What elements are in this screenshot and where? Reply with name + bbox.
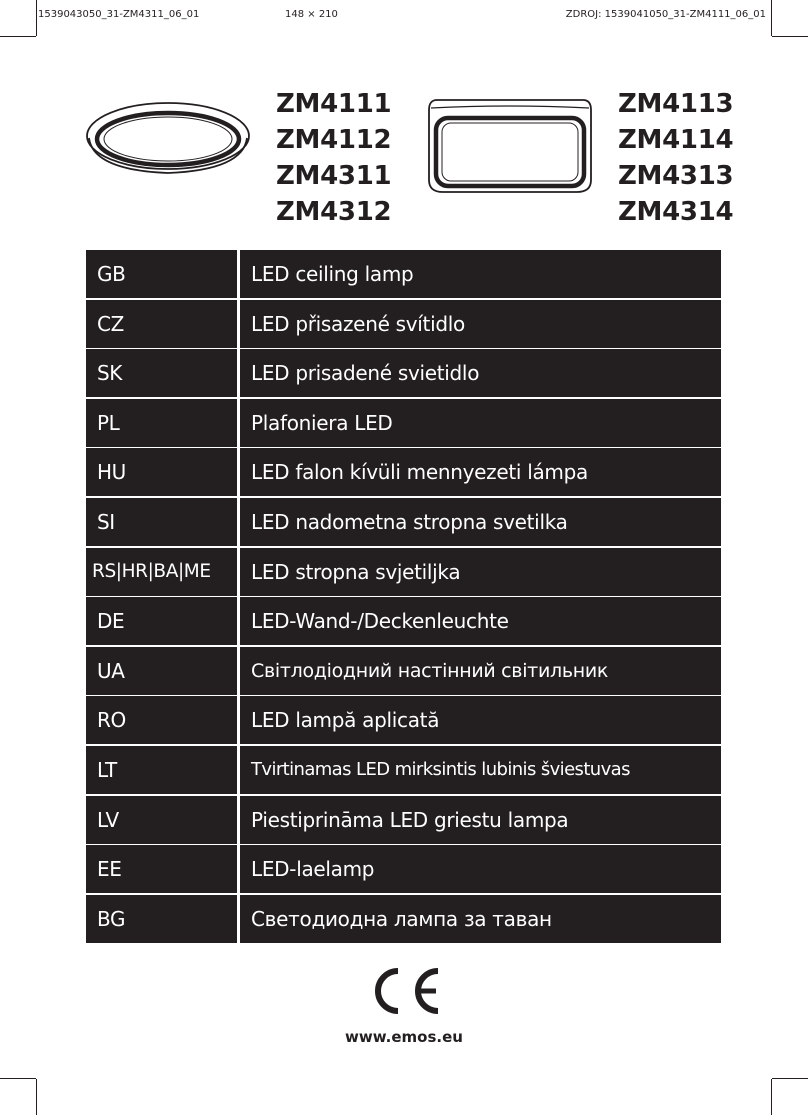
product-name: Tvirtinamas LED mirksintis lubinis šviestuvas xyxy=(240,746,721,794)
square-lamp-illustration xyxy=(425,96,595,196)
model-number: ZM4114 xyxy=(618,125,734,155)
language-code: RS|HR|BA|ME xyxy=(86,548,237,596)
website-url: www.emos.eu xyxy=(345,1028,463,1046)
language-code: UA xyxy=(86,647,237,695)
language-code: LT xyxy=(86,746,237,794)
product-name: LED lampă aplicată xyxy=(240,696,721,744)
language-row xyxy=(86,498,721,546)
language-code: HU xyxy=(86,448,237,496)
language-row xyxy=(86,349,721,397)
crop-mark-bottom-left-h xyxy=(0,1078,36,1079)
language-row xyxy=(86,548,721,596)
crop-mark-top-left-v xyxy=(36,0,37,36)
language-row xyxy=(86,796,721,844)
product-name: LED stropna svjetiljka xyxy=(240,548,721,596)
model-number: ZM4311 xyxy=(276,161,392,191)
product-name: Светодиодна лампа за таван xyxy=(240,895,721,943)
language-code: PL xyxy=(86,399,237,447)
document-code: 1539043050_31-ZM4311_06_01 xyxy=(38,9,200,20)
product-name: LED nadometna stropna svetilka xyxy=(240,498,721,546)
crop-mark-bottom-left-v xyxy=(36,1079,37,1115)
language-code: LV xyxy=(86,796,237,844)
model-number: ZM4112 xyxy=(276,125,392,155)
product-name: Piestiprināma LED griestu lampa xyxy=(240,796,721,844)
language-row xyxy=(86,647,721,695)
product-name: LED přisazené svítidlo xyxy=(240,300,721,348)
model-number: ZM4312 xyxy=(276,197,392,227)
language-row xyxy=(86,895,721,943)
language-row xyxy=(86,399,721,447)
model-number: ZM4113 xyxy=(618,89,734,119)
product-name: LED falon kívüli mennyezeti lámpa xyxy=(240,448,721,496)
language-row xyxy=(86,845,721,893)
product-name: Світлодіодний настінний світильник xyxy=(240,647,721,695)
product-name: LED ceiling lamp xyxy=(240,250,721,298)
source-code: ZDROJ: 1539041050_31-ZM4111_06_01 xyxy=(565,9,766,20)
product-name: LED prisadené svietidlo xyxy=(240,349,721,397)
round-model-list xyxy=(276,86,391,230)
language-code: CZ xyxy=(86,300,237,348)
language-code: EE xyxy=(86,845,237,893)
language-code: GB xyxy=(86,250,237,298)
product-name: Plafoniera LED xyxy=(240,399,721,447)
language-code: RO xyxy=(86,696,237,744)
product-name: LED-laelamp xyxy=(240,845,721,893)
language-table xyxy=(86,250,721,944)
language-code: SI xyxy=(86,498,237,546)
language-row xyxy=(86,597,721,645)
language-row xyxy=(86,696,721,744)
square-model-list xyxy=(618,86,733,230)
crop-mark-bottom-right-h xyxy=(772,1078,808,1079)
format-size: 148 × 210 xyxy=(285,9,338,20)
language-code: SK xyxy=(86,349,237,397)
crop-mark-top-left-h xyxy=(0,36,36,37)
language-row xyxy=(86,448,721,496)
language-row xyxy=(86,300,721,348)
language-row xyxy=(86,746,721,794)
language-code: DE xyxy=(86,597,237,645)
round-lamp-illustration xyxy=(83,100,253,180)
product-name: LED-Wand-/Deckenleuchte xyxy=(240,597,721,645)
language-row xyxy=(86,250,721,298)
crop-mark-top-right-v xyxy=(771,0,772,36)
crop-mark-top-right-h xyxy=(772,36,808,37)
language-code: BG xyxy=(86,895,237,943)
ce-mark-icon xyxy=(364,965,444,1017)
model-number: ZM4313 xyxy=(618,161,734,191)
model-number: ZM4111 xyxy=(276,89,392,119)
crop-mark-bottom-right-v xyxy=(771,1079,772,1115)
model-number: ZM4314 xyxy=(618,197,734,227)
